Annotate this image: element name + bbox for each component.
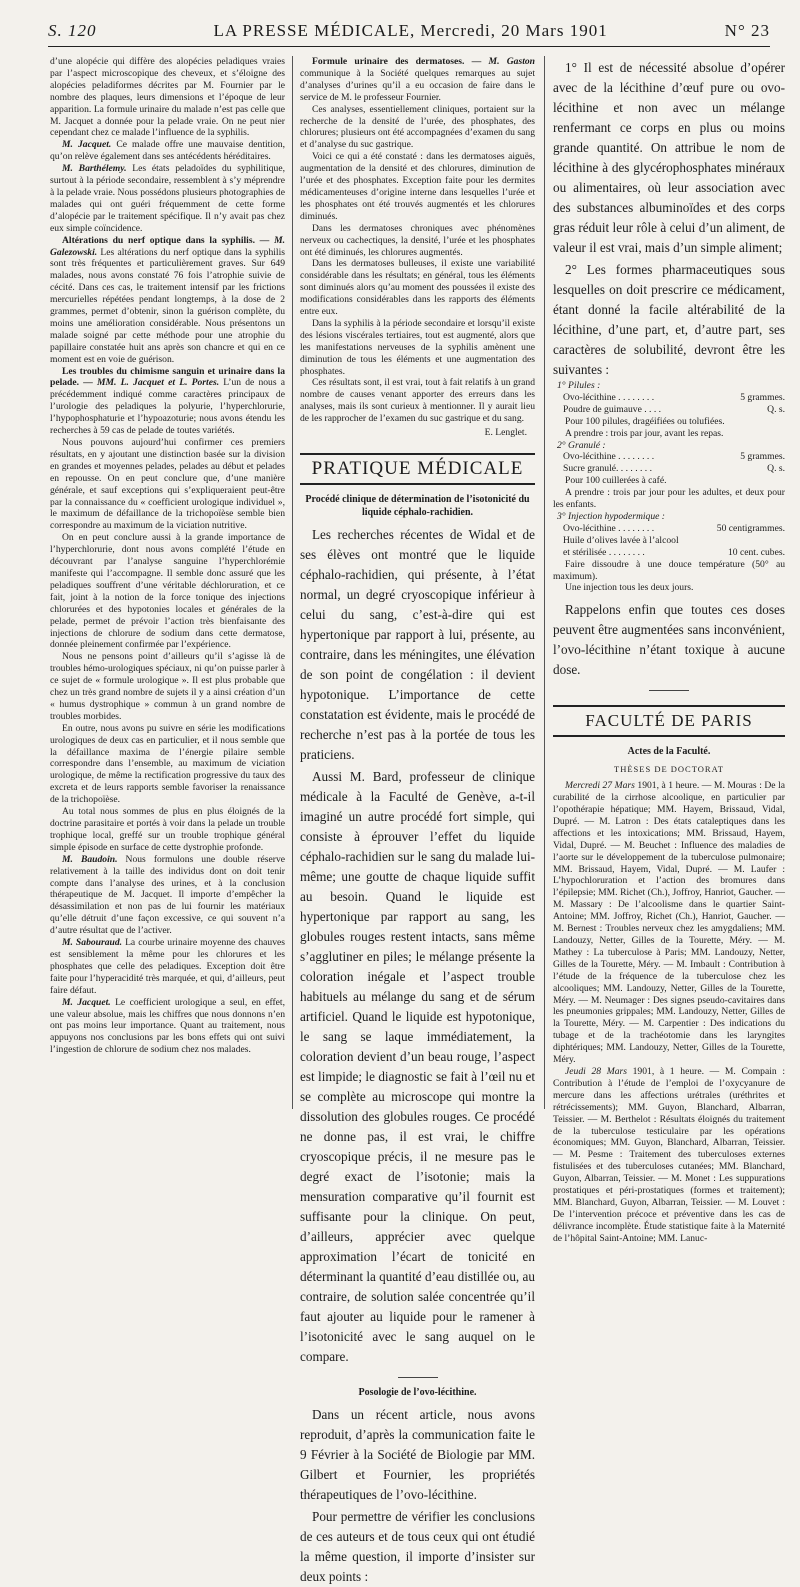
date: Mercredi 27 Mars: [565, 780, 635, 792]
speaker: — M. Gaston: [464, 56, 535, 67]
paragraph: [50, 235, 285, 366]
text: La courbe urinaire moyenne des chauves est sensiblement la même pour les chlorures et les phosphates que celle des peladiques. Exception doit être faite pour l’hyperacidité très marquée, et qui, d’ailleurs, peut faire défaut.: [50, 937, 286, 996]
column-left: [50, 56, 285, 1109]
subsection-caption: THÈSES DE DOCTORAT: [614, 764, 724, 775]
signature: E. Lenglet.: [484, 427, 527, 439]
text: 1901, à 1 heure. — M. Compain : Contribution à l’étude de l’emploi de l’oxycyanure de mercure dans les affections urétrales (uréthrites et rétrécissements); MM. Guyon, Blanchard, Albarran, Teissier. — M. Berthelot : Résultats éloignés du traitement de la tuberculose testiculaire par les opérations économiques; MM. Guyon, Blanchard, Albarran, Teissier. — M. Pesme : Traitement des tuberculoses externes fistulisées et des tuberculoses cutanées; MM. Blanchard, Guyon, Albarran, Teissier. — M. Monet : Les suppurations prostatiques et péri-prostatiques (formes et traitement); MM. Blanchard, Guyon, Albarran, Teissier. — M. Louvet : De l’intervention précoce et préventive dans les cas de délivrance incomplète. Étude statistique faite à la Maternité de l’hôpital Saint-Antoine; MM. Lanuc-: [553, 1065, 786, 1244]
quantity: Q. s.: [767, 463, 785, 475]
journal-title: LA PRESSE MÉDICALE, Mercredi, 20 Mars 1901: [213, 21, 608, 40]
formula-title: 3° Injection hypodermique :: [557, 510, 666, 522]
paragraph: Rappelons enfin que toutes ces doses peuvent être augmentées sans inconvénient, l’ovo-lécithine n’étant toxique à aucune dose.: [553, 602, 785, 678]
speaker: — MM. L. Jacquet et L. Portes.: [79, 377, 220, 389]
formula-line: [553, 547, 785, 559]
column-middle: [300, 56, 535, 1584]
quantity: 50 centigrammes.: [716, 522, 785, 534]
ingredient: et stérilisée . . . . . . . .: [563, 546, 645, 558]
paragraph: d’une alopécie qui diffère des alopécies peladiques vraies par l’aspect microscopique des cheveux, et s’éloigne des alopécies peladiformes décrites par M. Fournier par le nombre des plaques, leurs dimensions et l’époque de leur apparition. La formule urinaire du malade n’est pas celle que M. Jacquet a donnée pour la pelade vraie. On ne peut nier cependant chez ce malade l’influence de la syphilis.: [50, 56, 285, 139]
paragraph: Au total nous sommes de plus en plus éloignés de la doctrine parasitaire et portés à voir dans la pelade un trouble trophique local, greffé sur un trouble trophique général simple épisode en surface de cette dystrophie profonde.: [50, 806, 285, 853]
paragraph: Aussi M. Bard, professeur de clinique médicale à la Faculté de Genève, a-t-il imaginé un autre procédé fort simple, qui consiste à éprouver l’effet du liquide céphalo-rachidien sur le sang du malade lui-même; une goutte de chaque liquide suffit au besoin. Quand le liquide est hypertonique par rapport au sang, les globules rouges restent intacts, sans même s’agglutiner en piles; le mélange présente la coloration inégale et l’aspect trouble habituels au mélange du sang et de sérum artificiel. Quand le liquide est hypotonique, le sang se laque immédiatement, la coloration devient d’un beau rouge, l’aspect est limpide; le diagnostic se fait à l’œil nu et se complète au microscope qui montre la dissolution des globules rouges. Ce procédé ne donne pas, il est vrai, le chiffre cryoscopique précis, il ne mesure pas le degré exact de l’isotonie; mais la mensuration comparative qu’il fournit est suffisante pour la clinique. On peut, d’ailleurs, apprécier avec quelque approximation l’écart de tonicité en déterminant la quantité d’eau distillée ou, au contraire, de solution salée concentrée qu’il faut ajouter au liquide pour le ramener à l’isotonicité avec le sang auquel on le compare.: [300, 769, 535, 1364]
formula-note: Pour 100 pilules, dragéifiées ou tolufiées.: [565, 415, 725, 427]
formula-line: [553, 463, 785, 475]
article-title: Procédé clinique de détermination de l’isotonicité du liquide céphalo-rachidien.: [305, 494, 530, 518]
text: communique à la Société quelques remarques au sujet d’analyses d’urines qu’il a eu occasion de faire dans le service de M. le professeur Fournier.: [300, 67, 535, 103]
ingredient: Ovo-lécithine . . . . . . . .: [563, 391, 655, 403]
formula-line: [553, 451, 785, 463]
formula-line: [553, 392, 785, 404]
paragraph: Dans un récent article, nous avons reproduit, d’après la communication faite le 9 Février à la Société de Biologie par MM. Gilbert et Fournier, les propriétés thérapeutiques de l’ovo-lécithine.: [300, 1407, 535, 1502]
formula-line: Huile d’olives lavée à l’alcool: [563, 534, 679, 546]
paragraph: Dans la syphilis à la période secondaire et lorsqu’il existe des lésions viscérales tertiaires, tout est augmenté, alors que les manifestations nerveuses de la syphilis amènent une diminution de tous les éléments et une augmentation des phosphates.: [300, 317, 535, 377]
ingredient: Ovo-lécithine . . . . . . . .: [563, 522, 655, 534]
paragraph: [553, 1066, 785, 1245]
formula-note: Faire dissoudre à une douce température (50° au maximum).: [553, 558, 785, 582]
column-divider: [544, 56, 545, 1109]
paragraph: Dans les dermatoses chroniques avec phénomènes nerveux ou cachectiques, la densité, l’urée et les phosphates ont été diminués, les chlorures augmentés.: [300, 222, 535, 258]
formula-note: A prendre : trois par jour pour les adultes, et deux pour les enfants.: [553, 487, 785, 511]
issue-number: N° 23: [724, 21, 770, 40]
paragraph: Nous ne pensons point d’ailleurs qu’il s’agisse là de troubles hémo-urologiques spéciaux, ni qu’on puisse parler à ce sujet de « formule urologique ». Il est plus probable que chez un très grand nombre de sujets il y a ainsi création d’un « humus dystrophique » commun à un grand nombre de troubles morbides.: [50, 651, 285, 722]
speaker: M. Jacquet.: [62, 139, 112, 151]
ingredient: Ovo-lécithine . . . . . . . .: [563, 451, 655, 463]
section-title: Altérations du nerf optique dans la syphilis.: [62, 234, 255, 246]
paragraph: [300, 56, 535, 104]
section-title: Les troubles du chimisme sanguin et urinaire dans la pelade.: [50, 365, 285, 389]
section-title: Formule urinaire des dermatoses.: [312, 56, 465, 67]
quantity: 5 grammes.: [740, 451, 785, 463]
formula-note: A prendre : trois par jour, avant les repas.: [565, 427, 724, 439]
page-number: S. 120: [48, 21, 97, 40]
paragraph: [50, 163, 285, 234]
text: Les altérations du nerf optique dans la syphilis sont très fréquentes et particulièrement graves. Sur 649 malades, nous avons constaté 76 fois l’atrophie suivie de cécité. Dans ces cas, le traitement intensif par les frictions mercurielles répétées pendant longtemps, à la dose de 2 grammes, permet d’obtenir, sinon la guérison complète, du moins une amélioration considérable. Nous présentons un malade soigné par cette méthode pour une atrophie du papillaire constatée huit ans après son chancre et qui en ce moment est en voie de guérison.: [50, 246, 285, 365]
column-right: [553, 56, 786, 1244]
formula-note: Pour 100 cuillerées à café.: [565, 475, 667, 487]
subsection-title: Actes de la Faculté.: [627, 746, 711, 758]
section-heading: PRATIQUE MÉDICALE: [300, 453, 535, 485]
text: Le coefficient urologique a seul, en effet, une valeur absolue, mais les chiffres que nous donnons n’en ont pas moins leur importance. Quant au traitement, nous appuyons nos conclusions par les bons effets qui ont suivi l’ingestion de chlorure de sodium chez nos malades.: [50, 996, 285, 1056]
separator: [398, 1377, 438, 1378]
paragraph: [553, 780, 785, 1066]
paragraph: [50, 997, 285, 1057]
speaker: — M. Galezowski.: [50, 234, 285, 258]
column-divider: [292, 56, 293, 1109]
article-title: Posologie de l’ovo-lécithine.: [358, 1387, 477, 1398]
ingredient: Sucre granulé. . . . . . . .: [563, 463, 652, 475]
paragraph: Ces analyses, essentiellement cliniques, portaient sur la recherche de la densité de l’urée, des phosphates, des chlorures; plusieurs ont été accompagnées d’examen du sang et d’analyse du suc gastrique.: [300, 103, 535, 151]
formula-title: 2° Granulé :: [557, 439, 606, 451]
paragraph: Pour permettre de vérifier les conclusions de ces auteurs et de tous ceux qui ont étudié la même question, il importe d’insister sur deux points :: [300, 1509, 535, 1584]
quantity: 10 cent. cubes.: [727, 546, 785, 558]
speaker: M. Jacquet.: [62, 996, 111, 1008]
paragraph: [50, 937, 285, 997]
text: 1901, à 1 heure. — M. Mouras : De la curabilité de la cirrhose alcoolique, en particulier par l’opothérapie hépatique; MM. Hayem, Brissaud, Vidal, Dupré. — M. Latron : Des états cataleptiques dans les affections et les intoxications; MM. Brissaud, Hayem, Vidal, Dupré. — M. Beuchet : Influence des maladies de l’aorte sur le développement de la tuberculose pulmonaire; MM. Brissaud, Hayem, Vidal, Dupré. — M. Laufer : L’hypochloruration et l’action des bromures dans l’épilepsie; MM. Richet (Ch.), Joffroy, Hanriot, Gaucher. — M. Massary : De l’alcoolisme dans le quartier Saint-Antoine; MM. Joffroy, Richet (Ch.), Hanriot, Gaucher. — M. Bernest : Troubles nerveux chez les amygdaliens; MM. Landouzy, Netter, Gilles de la Tourette, Méry. — M. Mathey : La tuberculose à Paris; MM. Landouzy, Netter, Gilles de la Tourette, Méry. — M. Imbault : Contribution à l’étude de la fréquence de la tuberculose chez les alcooliques; MM. Landouzy, Netter, Gilles de la Tourette, Méry. — M. Neumager : Des signes pseudo-cavitaires dans les pneumonies grippales; MM. Landouzy, Netter, Gilles de la Tourette, Méry. — M. Carpentier : Des indications du tubage et de la trachéotomie dans les laryngites diphtériques; MM. Landouzy, Netter, Gilles de la Tourette, Méry.: [553, 780, 785, 1066]
text: L’un de nous a précédemment indiqué comme caractères principaux de l’urologie des peladiques la polyurie, l’hyperchlorurie, l’hypophosphaturie et l’hypoazoturie; nous avons étendu les recherches à 59 cas de pelade de toutes variétés.: [50, 377, 285, 437]
paragraph: Ces résultats sont, il est vrai, tout à fait relatifs à un grand nombre de causes venant apporter des erreurs dans les analyses, mais ils sont curieux à mentionner. Il y aurait lieu de les rapprocher de l’examen du suc gastrique et du sang.: [300, 377, 535, 425]
speaker: M. Sabouraud.: [62, 937, 123, 949]
paragraph: Dans les dermatoses bulleuses, il existe une variabilité considérable dans les résultats; en général, tous les éléments sont diminués alors qu’au moment des poussées il existe des modifications considérables dans les rapports des éléments entre eux.: [300, 258, 535, 318]
formula-note: Une injection tous les deux jours.: [565, 582, 694, 594]
formula-line: [553, 523, 785, 535]
text: Nous formulons une double réserve relativement à la taille des individus dont on doit tenir compte dans l’analyse des urines, et à la conclusion thérapeutique de M. Jacquet. Il importe d’empêcher la désassimilation et non pas de lui fournir les matériaux qu’elle détruit d’une façon excessive, ce qui souvent n’a d’autre résultat que de l’activer.: [50, 853, 286, 937]
text: Ce malade offre une mauvaise dentition, qu’on relève également dans ses antécédents héréditaires.: [50, 139, 285, 163]
ingredient: Poudre de guimauve . . . .: [563, 403, 662, 415]
paragraph: Nous pouvons aujourd’hui confirmer ces premiers résultats, en y ajoutant une distinction basée sur la division en grandes et moyennes pelades, pelades au début et pelades en repousse. On en peut conclure que, d’une manière générale, et sauf exceptions qui s’expliqueraient peut-être par la connaissance du « coefficient urologique individuel », le maximum de défaillance de la trichopoïèse semble bien correspondre au maximum de la viciation nutritive.: [50, 437, 285, 532]
section-heading: FACULTÉ DE PARIS: [553, 705, 785, 737]
text: Les états peladoïdes du syphilitique, surtout à la période secondaire, ressemblent à s’y méprendre à la pelade vraie. Nous possédons plusieurs photographies de malades qui ont guéri fréquemment de cette forme d’alopécie par le traitement spécifique. Il n’y avait pas chez eux simple coïncidence.: [50, 163, 285, 234]
quantity: 5 grammes.: [740, 391, 785, 403]
paragraph: Les recherches récentes de Widal et de ses élèves ont montré que le liquide céphalo-rachidien, qui présente, à l’état normal, un degré cryoscopique inférieur à celui du sang, c’est-à-dire qui est hypertonique par rapport à lui, présente, au contraire, dans les méningites, une élévation de son point de congélation : il devient hypotonique. L’importance de cette constatation est évidente, mais le procédé de recherche n’est pas à la portée de tous les praticiens.: [300, 527, 535, 762]
paragraph: [50, 139, 285, 163]
formula-title: 1° Pilules :: [557, 380, 601, 391]
paragraph: [50, 366, 285, 437]
header-rule: [48, 46, 770, 47]
paragraph: On en peut conclure aussi à la grande importance de l’hyperchlorurie, dont nous avons complété l’étude en découvrant par l’analyse sanguine l’hyperchlorémie manifeste qui l’accompagne. Il semble donc assuré que les peladiques souffrent d’une véritable déchloruration, et ce fait, joint à la notion de la force tonique des injections chlorurées et des hypotonies locales et générales de la pelade, permet de prévoir l’action très bienfaisante des injections de chlorure de sodium dans cette dermatose, donnée pleinement confirmée par l’expérience.: [50, 532, 285, 651]
paragraph: En outre, nous avons pu suivre en série les modifications urologiques de deux cas en particulier, et il nous semble que la défaillance maxima de l’énergie pilaire semble correspondre dans l’ensemble, au maximum de viciation urologique, de même la rectification progressive du taux des excreta et de leurs rapports semble favoriser la renaissance de la trichopoïèse.: [50, 722, 285, 806]
quantity: Q. s.: [767, 403, 785, 415]
date: Jeudi 28 Mars: [565, 1065, 627, 1077]
speaker: M. Barthélemy.: [62, 163, 127, 175]
page-header: [48, 18, 770, 44]
paragraph: [50, 854, 285, 937]
speaker: M. Baudoin.: [62, 853, 118, 865]
paragraph: 2° Les formes pharmaceutiques sous lesquelles on doit prescrire ce médicament, étant donné la facile altérabilité de la lécithine, d’une part, et, d’autre part, ses caractères de solubilité, devront être les suivantes :: [553, 262, 785, 377]
paragraph: Voici ce qui a été constaté : dans les dermatoses aiguës, augmentation de la densité et des chlorures, diminution de l’urée et des phosphates. Exception faite pour les dermites médicamenteuses d’origine interne dans lesquelles l’urée et les phosphates ont été trouvés augmentés et les chlorures diminués.: [300, 151, 535, 222]
separator: [649, 690, 689, 691]
formula-line: [553, 404, 785, 416]
paragraph: 1° Il est de nécessité absolue d’opérer avec de la lécithine d’œuf pure ou ovo-lécithine et non avec un mélange renfermant ce corps en plus ou moins grande quantité. On attribue le nom de lécithine à des glycérophosphates minéraux ou alimentaires, où leur association avec des substances albuminoïdes et des corps gras réduit leur rôle à celui d’un aliment, de valeur il est vrai, mais d’un simple aliment;: [553, 60, 785, 255]
